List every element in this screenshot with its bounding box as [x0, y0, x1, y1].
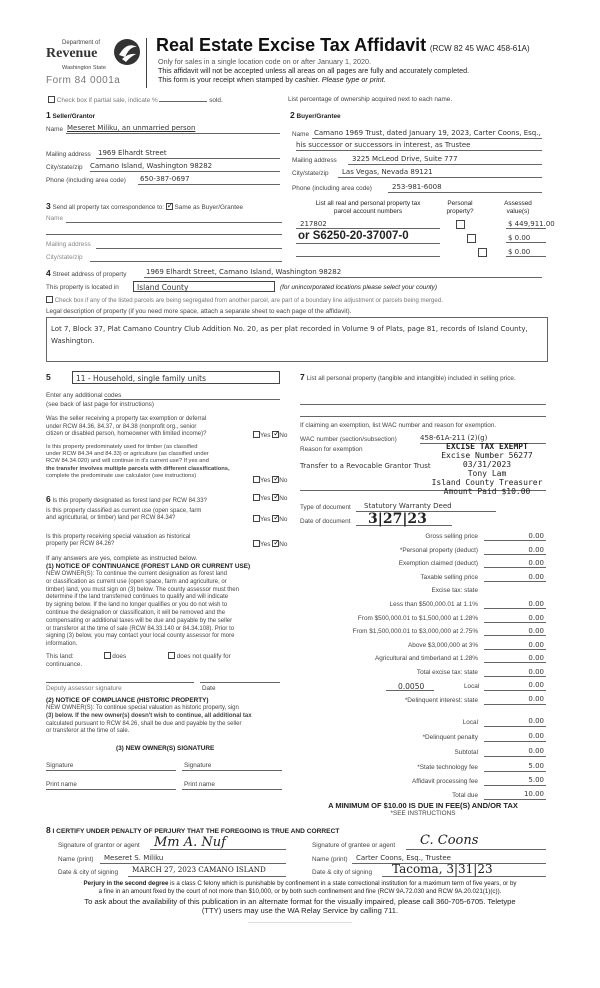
owner-print-label-2: Print name: [184, 781, 215, 788]
subtotal-label: Subtotal: [454, 749, 478, 756]
personal-checkbox-2[interactable]: [467, 234, 476, 243]
grantee-sig-label: Signature of grantee or agent: [312, 842, 396, 849]
seller-phone-label: Phone (including area code): [46, 177, 126, 184]
grantee-name-label: Name (print): [312, 856, 348, 863]
rcw-text: (RCW 82 45 WAC 458-61A): [429, 44, 530, 53]
parcel-col-header: List all real and personal property tax parcel account numbers: [315, 200, 421, 215]
continuance: continuance.: [46, 661, 83, 668]
form-number: Form 84 0001a: [46, 75, 121, 86]
q1-yes-checkbox[interactable]: [253, 431, 260, 438]
delinq-state-value: 0.00: [528, 695, 544, 703]
deputy-sig-label: Deputy assessor signature: [46, 685, 122, 692]
grantee-signature: C. Coons: [420, 833, 479, 848]
certify-heading: 8 I CERTIFY UNDER PENALTY OF PERJURY THAT THE FOREGOING IS TRUE AND CORRECT: [46, 825, 340, 835]
grantee-name: Carter Coons, Esq., Trustee: [356, 854, 451, 862]
form-title: [156, 35, 530, 57]
tax-row: Taxable selling price 0.00: [420, 572, 544, 581]
local-rate: 0.0050: [398, 682, 425, 691]
q-exemption: Was the seller receiving a property tax exemption or deferral under RCW 84.36, 84.37, or 84.38 (nonprofit org., senior citizen or disabled person, homeowner with limited income)?: [46, 416, 207, 437]
q2-no-checkbox[interactable]: [272, 476, 279, 483]
buyer-name-line1: Camano 1969 Trust, dated January 19, 2023, Carter Coons, Esq.,: [314, 129, 541, 137]
buyer-heading: 2 Buyer/Grantee: [290, 110, 341, 120]
personal-checkbox-1[interactable]: [456, 220, 465, 229]
section5-num: 5: [46, 372, 51, 382]
tech-fee-value: 5.00: [528, 762, 544, 770]
property-street: 1969 Elhardt Street, Camano Island, Washington 98282: [146, 268, 342, 276]
corr-name-label: Name: [46, 215, 64, 222]
accessibility-notice: To ask about the availability of this publication in an alternate format for the visually impaired, please call 360-705-6705. Teletype (TTY) users may use the WA Relay Service by calling 711.: [84, 897, 516, 915]
seller-name: Meseret Miliku, an unmarried person: [67, 124, 196, 132]
q-forest-answer: Yes ✓ No: [253, 494, 287, 503]
header-notes: [158, 57, 469, 84]
header-divider: [146, 38, 147, 88]
segregated-checkbox[interactable]: [46, 296, 53, 303]
q3-no-checkbox[interactable]: [272, 494, 279, 501]
minimum-due: A MINIMUM OF $10.00 IS DUE IN FEE(S) AND/OR TAX: [328, 801, 518, 810]
buyer-name-line2: his successor or successors in interest, as Trustee: [296, 141, 471, 149]
buyer-phone: 253-981-6008: [392, 183, 442, 191]
tax-row: Exemption claimed (deduct) 0.00: [398, 559, 544, 568]
seller-address-label: Mailing address: [46, 151, 91, 158]
segregated-row: Check box if any of the listed parcels are being segregated from another parcel, are part of a boundary line adjustment or parcels being merged.: [46, 296, 443, 304]
q-forest: 6 Is this property designated as forest land per RCW 84.33?: [46, 494, 207, 504]
seller-heading: 1 Seller/Grantor: [46, 110, 96, 120]
parcel-1: 217802: [300, 220, 327, 228]
q1-no-checkbox[interactable]: [272, 431, 279, 438]
grantor-name: Meseret S. Miliku: [104, 854, 164, 862]
delinq-state-label: *Delinquent interest: state: [404, 697, 478, 704]
note-1: Only for sales in a single location code on or after January 1, 2020.: [158, 57, 371, 66]
assessed-col-header: Assessed value(s): [504, 200, 532, 215]
tax-row: Less than $500,000.01 at 1.1% 0.00: [389, 599, 544, 608]
affidavit-fee-value: 5.00: [528, 776, 544, 784]
personal-property-label: 7 List all personal property (tangible and intangible) included in selling price.: [300, 372, 516, 382]
wac-value: 458-61A-211 (2)(g): [420, 434, 488, 442]
buyer-address: 3225 McLeod Drive, Suite 777: [352, 155, 458, 163]
tax-table: [300, 532, 546, 682]
local-label: Local: [464, 683, 480, 690]
note-3: This form is your receipt when stamped by cashier. Please type or print.: [158, 75, 386, 84]
owner-sig-label-2: Signature: [184, 762, 212, 769]
buyer-city-label: City/state/zip: [292, 170, 329, 177]
dor-logo: [40, 37, 148, 97]
does-not-qualify-checkbox[interactable]: [168, 652, 175, 659]
reason-label: Reason for exemption: [300, 446, 363, 453]
q4-yes-checkbox[interactable]: [253, 515, 260, 522]
see-instructions: *SEE INSTRUCTIONS: [390, 810, 456, 817]
claim-exemption-label: If claiming an exemption, list WAC number and reason for exemption.: [300, 422, 497, 429]
tax-row: Gross selling price 0.00: [425, 532, 544, 540]
seller-address: 1969 Elhardt Street: [98, 149, 167, 157]
doc-date-value: 3|27|23: [368, 511, 427, 527]
seller-name-label: Name: [46, 126, 64, 133]
personal-checkbox-3[interactable]: [478, 248, 487, 257]
buyer-name-label: Name: [292, 131, 310, 138]
same-as-buyer-checkbox[interactable]: [166, 203, 173, 210]
seller-city: Camano Island, Washington 98282: [90, 162, 213, 170]
delinq-penalty-label: *Delinquent penalty: [422, 734, 478, 741]
q4-no-checkbox[interactable]: [272, 515, 279, 522]
located-label: This property is located in: [46, 284, 119, 291]
doc-date-label: Date of document: [300, 518, 351, 525]
q5-no-checkbox[interactable]: [272, 540, 279, 547]
tax-row: *Personal property (deduct) 0.00: [399, 545, 544, 554]
q-current-use: Is this property classified as current use (open space, farm and agricultural, or timber) land per RCW 84.34?: [46, 508, 202, 522]
grantor-signature: Mm A. Nuf: [154, 835, 226, 850]
q5-yes-checkbox[interactable]: [253, 540, 260, 547]
tax-row: Agricultural and timberland at 1.28% 0.00: [374, 654, 544, 663]
q2-yes-checkbox[interactable]: [253, 476, 260, 483]
delinq-penalty-value: 0.00: [528, 732, 544, 740]
notice2-title: (2) NOTICE OF COMPLIANCE (HISTORIC PROPERTY): [46, 697, 209, 704]
county-select[interactable]: Island County: [133, 281, 275, 292]
affidavit-fee-label: Affidavit processing fee: [412, 778, 478, 785]
q-current-use-answer: Yes ✓ No: [253, 515, 287, 524]
revenue-wordmark: Revenue: [46, 46, 98, 61]
doc-type-value: Statutory Warranty Deed: [364, 502, 452, 510]
buyer-address-label: Mailing address: [292, 157, 337, 164]
use-code-select[interactable]: 11 - Household, single family units: [72, 371, 280, 384]
buyer-city: Las Vegas, Nevada 89121: [342, 168, 433, 176]
tax-row: From $1,500,000.01 to $3,000,000 at 2.75% 0.00: [352, 627, 544, 636]
does-qualify-checkbox[interactable]: [104, 652, 111, 659]
note-2: This affidavit will not be accepted unless all areas on all pages are fully and accurately completed.: [158, 66, 470, 75]
correspondence-heading: 3 Send all property tax correspondence to: ✓ Same as Buyer/Grantee: [46, 201, 243, 212]
q-historic: Is this property receiving special valuation as historical property per RCW 84.26?: [46, 534, 191, 548]
this-land-row: This land: does does not qualify for: [46, 653, 231, 660]
notice1-body: NEW OWNER(S): To continue the current designation as forest land or classification as current use (open space, farm and agriculture, or timber) land, you must sign on (3) below. The county assessor must then determine if the land transferred continues to qualify and will indicate by signing below. If the land no longer qualifies or you do not wish to continue the designation or classification, it will be removed and the compensating or additional taxes will be due and payable by the seller or transferor at the time of sale (RCW 84.33.140 or 84.34.108). Prior to signing (3) below, you may contact your local county assessor for more information.: [46, 571, 239, 648]
footer-faint-line: [248, 922, 352, 923]
unincorporated-note: (for unincorporated locations please select your county): [280, 284, 438, 291]
additional-codes-label: Enter any additional codes: [46, 392, 122, 399]
perjury-notice: Perjury in the second degree is a class C felony which is punishable by confinement in a state correctional institution for a maximum term of five years, or by a fine in an amount fixed by the court of not more than $10,000, or by both such confinement and fine (RCW 9A.72.030 and RCW 9A.20.021(1)(c)).: [83, 880, 517, 895]
q-timber-answer: Yes ✓ No: [253, 476, 287, 485]
owner-sig-label-1: Signature: [46, 762, 74, 769]
grantor-date-label: Date & city of signing: [58, 869, 119, 876]
wac-label: WAC number (section/subsection): [300, 436, 397, 443]
local2-value: 0.00: [528, 717, 544, 725]
assessed-3: $ 0.00: [508, 248, 531, 256]
if-any-yes: If any answers are yes, complete as instructed below.: [46, 555, 198, 562]
local2-label: Local: [462, 719, 478, 726]
total-due-value: 10.00: [523, 790, 544, 798]
reason-value: Transfer to a Revocable Grantor Trust: [300, 462, 431, 470]
seller-city-label: City/state/zip: [46, 164, 83, 171]
seller-phone: 650-387-0697: [140, 175, 190, 183]
title-text: Real Estate Excise Tax Affidavit: [156, 35, 427, 55]
tax-row: Total excise tax: state 0.00: [416, 667, 544, 676]
dor-emblem-icon: [110, 37, 144, 67]
q-timber: Is this property predominately used for timber (as classified under RCW 84.34 and 84.33) or agriculture (as classified under RCW 84.34.020) and will continue in it's current use? If yes and the transfer involves multiple parcels with different classifications, complete the predominate use calculator (see instructions): [46, 444, 230, 479]
partial-sale-checkbox[interactable]: [48, 96, 55, 103]
new-owner-sig-title: (3) NEW OWNER(S) SIGNATURE: [116, 745, 215, 752]
ownership-note: List percentage of ownership acquired next to each name.: [288, 96, 453, 103]
buyer-phone-label: Phone (including area code): [292, 185, 372, 192]
partial-sale-row: Check box if partial sale, indicate % sold.: [48, 96, 223, 105]
deputy-date-label: Date: [202, 685, 216, 692]
parcel-2: or S6250-20-37007-0: [298, 230, 409, 242]
tax-row: From $500,000.01 to $1,500,000 at 1.28% 0.00: [357, 613, 544, 622]
total-due-label: Total due: [452, 792, 478, 799]
doc-type-label: Type of document: [300, 504, 351, 511]
corr-city-label: City/state/zip: [46, 254, 83, 261]
local-value: 0.00: [528, 681, 544, 689]
q-historic-answer: Yes ✓ No: [253, 540, 287, 549]
tax-row: Excise tax: state: [431, 587, 478, 595]
assessed-2: $ 0.00: [508, 234, 531, 242]
assessed-1: $ 449,911.00: [508, 220, 555, 228]
tech-fee-label: *State technology fee: [417, 764, 478, 771]
street-row: 4 Street address of property: [46, 268, 127, 278]
corr-address-label: Mailing address: [46, 241, 91, 248]
grantor-sig-label: Signature of grantor or agent: [58, 842, 140, 849]
legal-label: Legal description of property (if you need more space, attach a separate sheet to each page of the affidavit).: [46, 308, 352, 315]
state-line: Washington State: [62, 65, 106, 71]
q-exemption-answer: Yes ✓ No: [253, 431, 287, 440]
notice1-title: (1) NOTICE OF CONTINUANCE (FOREST LAND OR CURRENT USE): [46, 563, 251, 570]
notice2-body: NEW OWNER(S): To continue special valuation as historic property, sign (3) below. If the new owner(s) doesn't wish to continue, all additional tax calculated pursuant to RCW 84.26, shall be due and payable by the seller or transferor at the time of sale.: [46, 705, 252, 735]
personal-col-header: Personal property?: [446, 200, 474, 215]
grantor-date-city: MARCH 27, 2023 CAMANO ISLAND: [132, 865, 266, 874]
tax-row: Above $3,000,000 at 3% 0.00: [408, 640, 544, 649]
q3-yes-checkbox[interactable]: [253, 494, 260, 501]
subtotal-value: 0.00: [528, 747, 544, 755]
grantor-name-label: Name (print): [58, 856, 94, 863]
codes-note: (see back of last page for instructions): [46, 401, 154, 408]
owner-print-label-1: Print name: [46, 781, 77, 788]
grantee-date-label: Date & city of signing: [312, 869, 373, 876]
treasurer-stamp: EXCISE TAX EXEMPT Excise Number 56277 03/31/2023 Tony Lam Island County Treasurer Amount Paid $10.00: [431, 442, 543, 496]
dept-line: Department of: [62, 40, 101, 46]
grantee-date-city: Tacoma, 3|31|23: [392, 862, 493, 876]
legal-description-box: Lot 7, Block 37, Plat Camano Country Club Addition No. 20, as per plat recorded in Volume 9 of Plats, page 81, records of Island County, Washington.: [46, 317, 548, 362]
